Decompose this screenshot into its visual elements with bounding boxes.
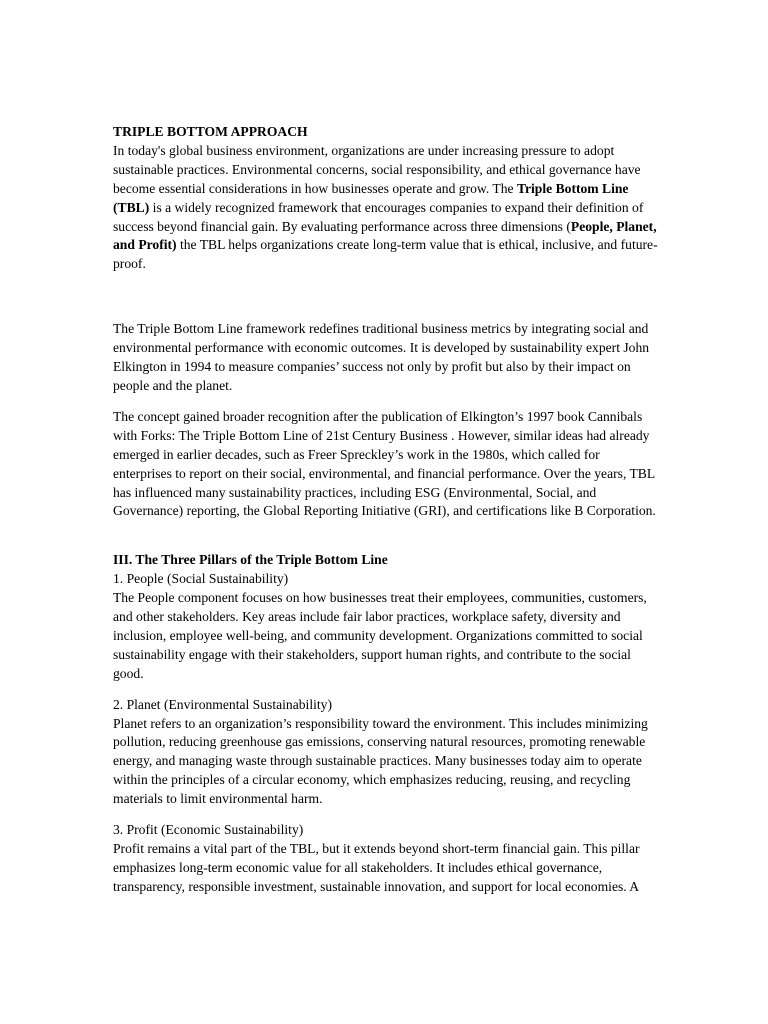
document-title: TRIPLE BOTTOM APPROACH — [113, 124, 308, 139]
pillar-title: 2. Planet (Environmental Sustainability) — [113, 696, 332, 712]
pillar-people — [113, 570, 658, 683]
pillar-body: Planet refers to an organization’s responsibility toward the environment. This includes minimizing pollution, reducing greenhouse gas emissions, conserving natural resources, promoting renewable energy, and managing waste through sustainable practices. Many businesses today aim to operate within the principles of a circular economy, which emphasizes reducing, reusing, and recycling materials to limit environmental harm. — [113, 715, 648, 807]
pillar-body: The People component focuses on how businesses treat their employees, communities, customers, and other stakeholders. Key areas include fair labor practices, workplace safety, diversity and inclusion, employee well-being, and community development. Organizations committed to social sustainability engage with their stakeholders, support human rights, and contribute to the social good. — [113, 590, 647, 681]
history-paragraph: The concept gained broader recognition after the publication of Elkington’s 1997 book Cannibals with Forks: The Triple Bottom Line of 21st Century Business . However, similar ideas had already emerged in earlier decades, such as Freer Spreckley’s work in the 1980s, which called for enterprises to report on their social, environmental, and financial performance. Over the years, TBL has influenced many sustainability practices, including ESG (Environmental, Social, and Governance) reporting, the Global Reporting Initiative (GRI), and certifications like B Corporation. — [113, 408, 656, 519]
pillar-profit — [113, 821, 658, 897]
intro-text-1: In today's global business environment, organizations are under increasing pressure to adopt sustainable practices. Environmental concerns, social responsibility, and ethical governance have become essential considerations in how businesses operate and grow. The — [113, 142, 641, 196]
section-heading: III. The Three Pillars of the Triple Bottom Line — [113, 552, 388, 568]
intro-bold-term: Triple Bottom Line (TBL) — [113, 180, 629, 215]
intro-paragraph — [113, 142, 658, 274]
document-page — [113, 123, 658, 897]
intro-text-2: is a widely recognized framework that encourages companies to expand their definition of success beyond financial gain. By evaluating performance across three dimensions ( — [113, 199, 644, 234]
pillar-body: Profit remains a vital part of the TBL, but it extends beyond short-term financial gain. This pillar emphasizes long-term economic value for all stakeholders. It includes ethical governance, transparency, responsible investment, sustainable innovation, and support for local economies. A — [113, 841, 640, 894]
pillar-planet — [113, 696, 658, 809]
pillar-title: 3. Profit (Economic Sustainability) — [113, 822, 304, 838]
framework-paragraph: The Triple Bottom Line framework redefines traditional business metrics by integrating social and environmental performance with economic outcomes. It is developed by sustainability expert John Elkington in 1994 to measure companies’ success not only by profit but also by their impact on people and the planet. — [113, 321, 650, 393]
pillar-title: 1. People (Social Sustainability) — [113, 571, 289, 587]
intro-text-3: the TBL helps organizations create long-term value that is ethical, inclusive, and future-proof. — [113, 237, 658, 272]
intro-bold-dimensions: People, Planet, and Profit) — [113, 218, 657, 253]
